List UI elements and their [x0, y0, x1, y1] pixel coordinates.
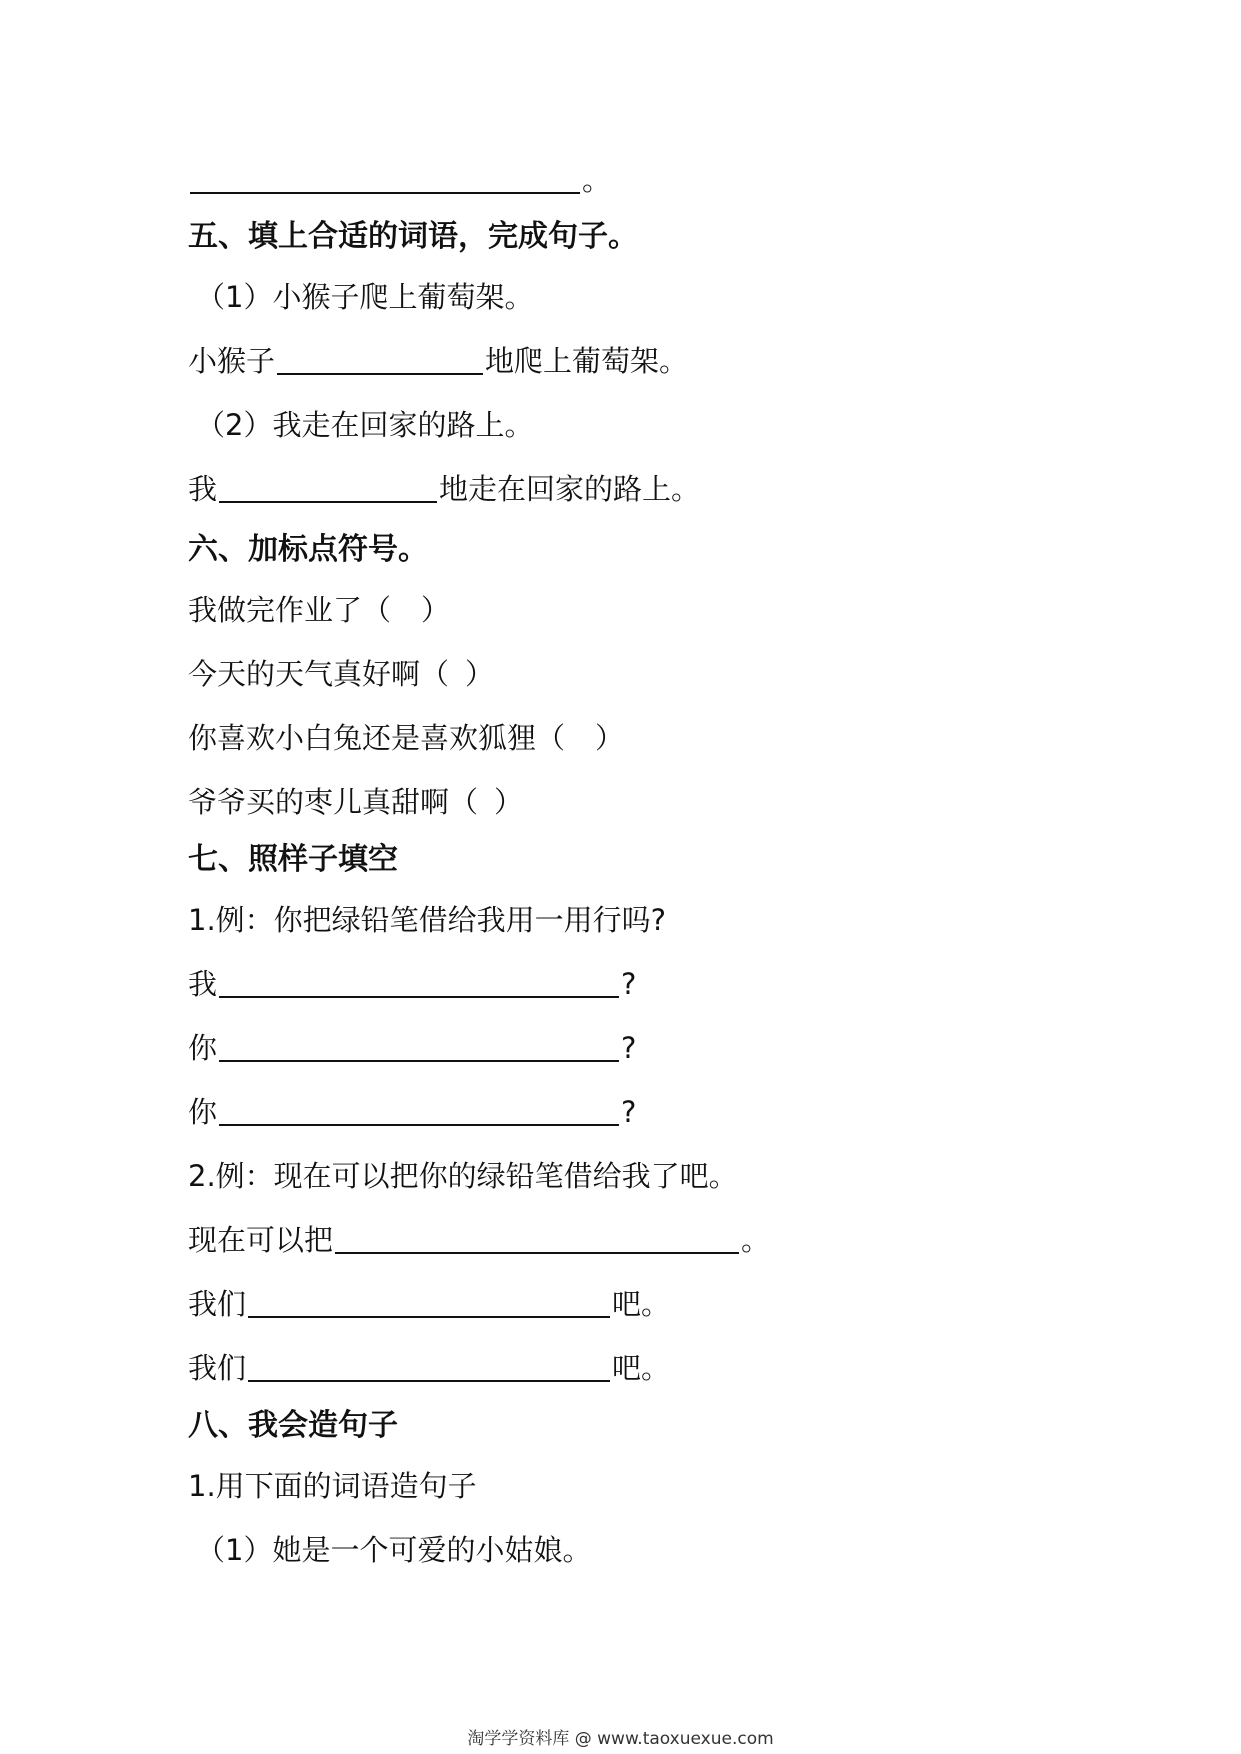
- s7-fill-line: [188, 1220, 770, 1260]
- section-5-title: 五、填上合适的词语，完成句子。: [188, 219, 638, 254]
- fill-suffix: 吧。: [612, 1287, 671, 1321]
- answer-blank[interactable]: [277, 343, 483, 375]
- close-paren: ）: [465, 657, 495, 691]
- s7-example-1: 1.例：你把绿铅笔借给我用一用行吗?: [188, 903, 667, 937]
- fill-suffix: 地爬上葡萄架。: [485, 344, 689, 378]
- item-text: 今天的天气真好啊: [188, 657, 421, 691]
- s5-question-1: （1）小猴子爬上葡萄架。: [196, 280, 534, 314]
- fill-prefix: 我: [188, 967, 218, 1001]
- fill-suffix: ?: [621, 1095, 637, 1129]
- s5-fill-1: [188, 341, 688, 381]
- answer-line-top: [188, 160, 611, 200]
- s5-fill-2: [188, 469, 700, 509]
- punctuation-item: [188, 654, 494, 694]
- close-paren: ）: [494, 785, 524, 819]
- answer-blank[interactable]: [248, 1286, 610, 1318]
- s7-fill-line: [188, 964, 636, 1004]
- answer-blank[interactable]: [219, 1094, 619, 1126]
- s8-question-1: （1）她是一个可爱的小姑娘。: [196, 1533, 592, 1567]
- answer-blank[interactable]: [219, 966, 619, 998]
- fill-prefix: 现在可以把: [188, 1223, 334, 1257]
- open-paren: （: [449, 785, 479, 819]
- section-6-title: 六、加标点符号。: [188, 532, 428, 567]
- answer-blank[interactable]: [190, 162, 580, 194]
- fill-prefix: 你: [188, 1031, 218, 1065]
- item-text: 爷爷买的枣儿真甜啊: [188, 785, 450, 819]
- answer-blank[interactable]: [248, 1350, 610, 1382]
- fill-prefix: 我们: [188, 1287, 247, 1321]
- fill-suffix: 地走在回家的路上。: [439, 472, 701, 506]
- open-paren: （: [536, 721, 566, 755]
- item-text: 你喜欢小白兔还是喜欢狐狸: [188, 721, 537, 755]
- fill-prefix: 我: [188, 472, 218, 506]
- period: 。: [582, 163, 612, 197]
- fill-suffix: 吧。: [612, 1351, 671, 1385]
- open-paren: （: [362, 593, 392, 627]
- item-text: 我做完作业了: [188, 593, 363, 627]
- fill-suffix: ?: [621, 1031, 637, 1065]
- s7-fill-line: [188, 1284, 670, 1324]
- close-paren: ）: [421, 593, 451, 627]
- fill-prefix: 你: [188, 1095, 218, 1129]
- s7-fill-line: [188, 1028, 636, 1068]
- fill-suffix: ?: [621, 967, 637, 1001]
- s7-fill-line: [188, 1092, 636, 1132]
- punctuation-item: [188, 782, 523, 822]
- s7-fill-line: [188, 1348, 670, 1388]
- section-8-title: 八、我会造句子: [188, 1408, 398, 1443]
- punctuation-item: [188, 718, 624, 758]
- answer-blank[interactable]: [335, 1222, 739, 1254]
- s7-example-2: 2.例：现在可以把你的绿铅笔借给我了吧。: [188, 1159, 738, 1193]
- s8-instruction: 1.用下面的词语造句子: [188, 1469, 477, 1503]
- s5-question-2: （2）我走在回家的路上。: [196, 408, 534, 442]
- answer-blank[interactable]: [219, 1030, 619, 1062]
- fill-suffix: 。: [741, 1223, 771, 1257]
- close-paren: ）: [595, 721, 625, 755]
- section-7-title: 七、照样子填空: [188, 842, 398, 877]
- fill-prefix: 小猴子: [188, 344, 276, 378]
- open-paren: （: [420, 657, 450, 691]
- page-footer: 淘学学资料库 @ www.taoxuexue.com: [467, 1729, 774, 1749]
- answer-blank[interactable]: [219, 471, 437, 503]
- punctuation-item: [188, 590, 450, 630]
- fill-prefix: 我们: [188, 1351, 247, 1385]
